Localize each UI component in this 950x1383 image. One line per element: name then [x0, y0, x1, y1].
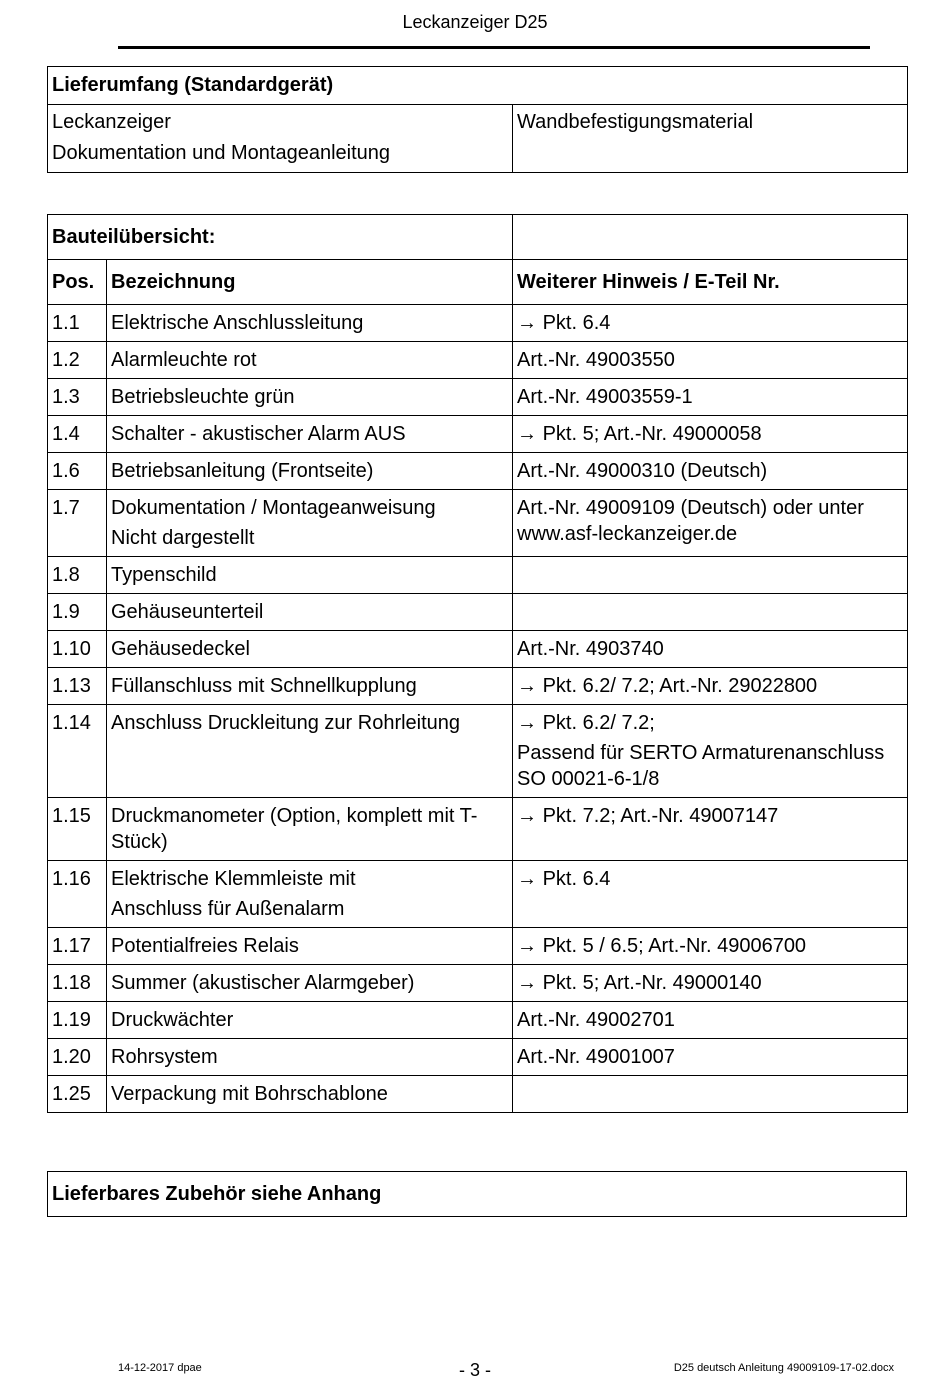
scope-item: Wandbefestigungsmaterial [517, 111, 754, 133]
part-note: Art.-Nr. 49003559-1 [517, 386, 693, 408]
part-note: → Pkt. 5 / 6.5; Art.-Nr. 49006700 [517, 935, 807, 957]
part-note-cell [513, 861, 908, 928]
part-position: 1.18 [48, 965, 107, 1002]
part-note: Art.-Nr. 49003550 [517, 349, 675, 371]
part-name-cell [107, 416, 513, 453]
part-position: 1.6 [48, 453, 107, 490]
part-note: → Pkt. 5; Art.-Nr. 49000058 [517, 423, 762, 445]
part-position: 1.2 [48, 342, 107, 379]
part-name-cell [107, 668, 513, 705]
part-note-cell [513, 594, 908, 631]
part-name: Potentialfreies Relais [111, 935, 299, 957]
part-position: 1.3 [48, 379, 107, 416]
part-note: → Pkt. 6.2/ 7.2; [517, 712, 655, 734]
part-note-cell [513, 557, 908, 594]
part-name: Anschluss für Außenalarm [111, 898, 345, 920]
table-row [48, 1039, 908, 1076]
parts-title-empty-cell [513, 215, 908, 260]
table-row [48, 379, 908, 416]
part-name-cell [107, 490, 513, 557]
part-name-cell [107, 1002, 513, 1039]
part-name: Nicht dargestellt [111, 527, 255, 549]
part-name-cell [107, 798, 513, 861]
page-header-title: Leckanzeiger D25 [402, 12, 548, 32]
part-position: 1.17 [48, 928, 107, 965]
part-position: 1.25 [48, 1076, 107, 1113]
table-row [48, 594, 908, 631]
scope-of-delivery-table [47, 66, 908, 173]
part-note-cell [513, 668, 908, 705]
part-name-cell [107, 631, 513, 668]
part-note: Art.-Nr. 4903740 [517, 638, 664, 660]
part-name-cell [107, 305, 513, 342]
part-name: Betriebsleuchte grün [111, 386, 295, 408]
part-note: Art.-Nr. 49002701 [517, 1009, 675, 1031]
accessories-table [47, 1171, 907, 1217]
table-row [48, 342, 908, 379]
part-name: Gehäusedeckel [111, 638, 250, 660]
part-note: Art.-Nr. 49000310 (Deutsch) [517, 460, 768, 482]
table-row [48, 453, 908, 490]
part-note-cell [513, 705, 908, 798]
part-note: → Pkt. 6.2/ 7.2; Art.-Nr. 29022800 [517, 675, 818, 697]
scope-left-cell [48, 105, 513, 173]
part-note-cell [513, 379, 908, 416]
part-note-cell [513, 453, 908, 490]
part-name: Elektrische Anschlussleitung [111, 312, 364, 334]
part-note: → Pkt. 5; Art.-Nr. 49000140 [517, 972, 762, 994]
part-note-cell [513, 416, 908, 453]
part-name-cell [107, 965, 513, 1002]
part-note-cell [513, 631, 908, 668]
table-row [48, 798, 908, 861]
table-row [48, 861, 908, 928]
part-position: 1.13 [48, 668, 107, 705]
part-name: Gehäuseunterteil [111, 601, 264, 623]
part-name: Druckwächter [111, 1009, 234, 1031]
table-row [48, 668, 908, 705]
table-row [48, 490, 908, 557]
part-position: 1.14 [48, 705, 107, 798]
footer-date: 14-12-2017 dpae [118, 1362, 202, 1374]
table-row [48, 965, 908, 1002]
table-row [48, 631, 908, 668]
part-name-cell [107, 928, 513, 965]
table-row [48, 416, 908, 453]
scope-item: Leckanzeiger [52, 111, 171, 133]
scope-right-cell [513, 105, 908, 173]
part-note-cell [513, 928, 908, 965]
part-position: 1.15 [48, 798, 107, 861]
part-name: Schalter - akustischer Alarm AUS [111, 423, 406, 445]
table-row [48, 1002, 908, 1039]
part-position: 1.19 [48, 1002, 107, 1039]
part-note: → Pkt. 6.4 [517, 312, 611, 334]
header-rule [118, 46, 870, 49]
part-note-cell [513, 1039, 908, 1076]
part-name-cell [107, 861, 513, 928]
part-name: Dokumentation / Montageanweisung [111, 497, 436, 519]
part-position: 1.4 [48, 416, 107, 453]
part-name-cell [107, 594, 513, 631]
part-position: 1.16 [48, 861, 107, 928]
table-row [48, 557, 908, 594]
part-note-cell [513, 798, 908, 861]
table-row [48, 305, 908, 342]
parts-title: Bauteilübersicht: [48, 215, 513, 260]
part-note: → Pkt. 7.2; Art.-Nr. 49007147 [517, 805, 779, 827]
part-note-cell [513, 965, 908, 1002]
part-note: → Pkt. 6.4 [517, 868, 611, 890]
column-header-note: Weiterer Hinweis / E-Teil Nr. [513, 260, 908, 305]
column-header-pos: Pos. [48, 260, 107, 305]
table-row [48, 1076, 908, 1113]
part-position: 1.10 [48, 631, 107, 668]
part-name-cell [107, 379, 513, 416]
part-name: Elektrische Klemmleiste mit [111, 868, 356, 890]
part-position: 1.9 [48, 594, 107, 631]
part-position: 1.8 [48, 557, 107, 594]
part-note-cell [513, 342, 908, 379]
table-row [48, 928, 908, 965]
footer-filename: D25 deutsch Anleitung 49009109-17-02.docx [673, 1362, 894, 1374]
accessories-title: Lieferbares Zubehör siehe Anhang [48, 1172, 907, 1217]
part-name: Summer (akustischer Alarmgeber) [111, 972, 415, 994]
part-name: Anschluss Druckleitung zur Rohrleitung [111, 712, 461, 734]
footer-page-number: - 3 - [458, 1360, 491, 1380]
part-position: 1.7 [48, 490, 107, 557]
scope-item: Dokumentation und Montageanleitung [52, 142, 391, 164]
part-note-cell [513, 1002, 908, 1039]
part-name: Druckmanometer (Option, komplett mit T-Stück) [111, 805, 478, 853]
column-header-name: Bezeichnung [107, 260, 513, 305]
part-note-cell [513, 490, 908, 557]
part-name: Füllanschluss mit Schnellkupplung [111, 675, 417, 697]
part-position: 1.20 [48, 1039, 107, 1076]
table-row [48, 705, 908, 798]
part-name: Typenschild [111, 564, 217, 586]
part-name: Rohrsystem [111, 1046, 218, 1068]
scope-title: Lieferumfang (Standardgerät) [48, 67, 908, 105]
part-name-cell [107, 1039, 513, 1076]
part-name-cell [107, 342, 513, 379]
part-name: Verpackung mit Bohrschablone [111, 1083, 388, 1105]
part-note: Passend für SERTO Armaturenanschluss SO 00021-6-1/8 [517, 742, 885, 790]
part-name-cell [107, 1076, 513, 1113]
part-name-cell [107, 705, 513, 798]
part-note: Art.-Nr. 49009109 (Deutsch) oder unter www.asf-leckanzeiger.de [517, 497, 864, 545]
part-name-cell [107, 557, 513, 594]
part-name: Betriebsanleitung (Frontseite) [111, 460, 374, 482]
part-note-cell [513, 305, 908, 342]
part-name: Alarmleuchte rot [111, 349, 257, 371]
part-position: 1.1 [48, 305, 107, 342]
parts-overview-table [47, 214, 908, 1113]
part-name-cell [107, 453, 513, 490]
part-note-cell [513, 1076, 908, 1113]
part-note: Art.-Nr. 49001007 [517, 1046, 675, 1068]
